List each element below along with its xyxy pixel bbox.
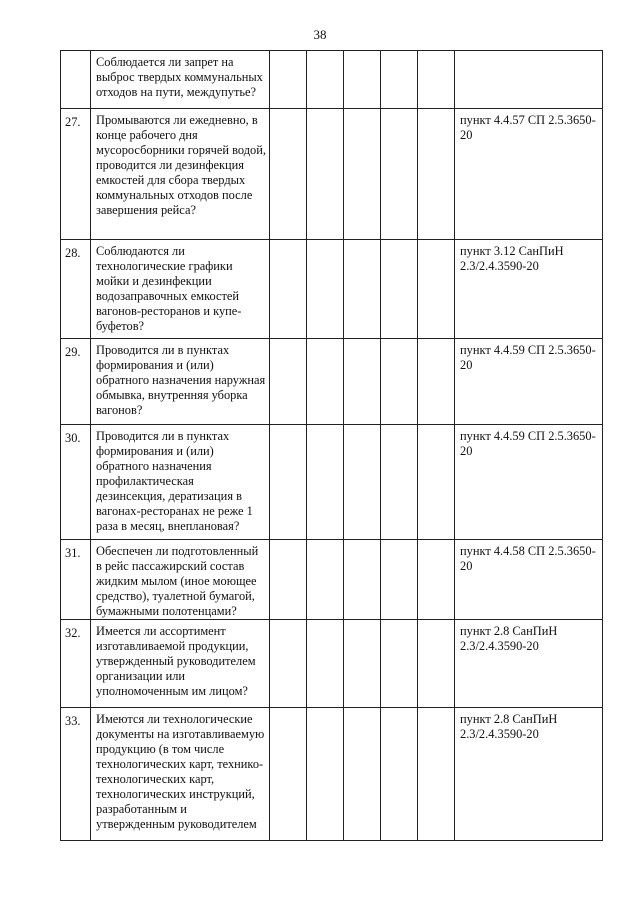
row-number — [61, 51, 91, 109]
table-row — [61, 540, 603, 620]
answer-cell-not-applicable — [344, 540, 381, 620]
answer-cell-extra — [381, 425, 418, 540]
answer-cell-extra — [381, 339, 418, 425]
answer-cell-not-applicable — [344, 240, 381, 339]
row-number: 31. — [61, 540, 91, 620]
answer-cell-extra — [381, 51, 418, 109]
requirement-question: Промываются ли ежедневно, в конце рабочего дня мусоросборники горячей водой, проводится ли дезинфекция емкостей для сбора твердых коммунальных отходов после завершения рейса? — [91, 109, 270, 240]
regulation-reference: пункт 4.4.59 СП 2.5.3650-20 — [455, 339, 603, 425]
answer-cell-notes — [418, 339, 455, 425]
answer-cell-not-applicable — [344, 339, 381, 425]
requirement-question: Имеется ли ассортимент изготавливаемой продукции, утвержденный руководителем организации или уполномоченным им лицом? — [91, 620, 270, 708]
answer-cell-no — [307, 540, 344, 620]
checklist-table — [60, 50, 603, 841]
requirement-question: Проводится ли в пунктах формирования и (или) обратного назначения наружная обмывка, внутренняя уборка вагонов? — [91, 339, 270, 425]
regulation-reference: пункт 4.4.58 СП 2.5.3650-20 — [455, 540, 603, 620]
table-row — [61, 109, 603, 240]
requirement-question: Проводится ли в пунктах формирования и (или) обратного назначения профилактическая дезинсекция, дератизация в вагонах-ресторанах не реже 1 раза в месяц, внеплановая? — [91, 425, 270, 540]
regulation-reference: пункт 4.4.59 СП 2.5.3650-20 — [455, 425, 603, 540]
answer-cell-no — [307, 240, 344, 339]
requirement-question: Имеются ли технологические документы на изготавливаемую продукцию (в том числе технологических карт, технико-технологических карт, технологических инструкций, разработанным и утвержденным руководителем — [91, 708, 270, 841]
table-row — [61, 51, 603, 109]
row-number: 27. — [61, 109, 91, 240]
regulation-reference: пункт 3.12 СанПиН 2.3/2.4.3590-20 — [455, 240, 603, 339]
answer-cell-notes — [418, 540, 455, 620]
answer-cell-extra — [381, 540, 418, 620]
page-number: 38 — [313, 27, 327, 42]
answer-cell-extra — [381, 708, 418, 841]
row-number: 29. — [61, 339, 91, 425]
regulation-reference — [455, 51, 603, 109]
row-number: 30. — [61, 425, 91, 540]
answer-cell-not-applicable — [344, 109, 381, 240]
answer-cell-not-applicable — [344, 425, 381, 540]
answer-cell-yes — [270, 240, 307, 339]
answer-cell-not-applicable — [344, 51, 381, 109]
table-row — [61, 620, 603, 708]
answer-cell-yes — [270, 425, 307, 540]
table-row — [61, 339, 603, 425]
answer-cell-yes — [270, 109, 307, 240]
row-number: 28. — [61, 240, 91, 339]
row-number: 33. — [61, 708, 91, 841]
answer-cell-extra — [381, 240, 418, 339]
requirement-question: Обеспечен ли подготовленный в рейс пассажирский состав жидким мылом (иное моющее средство), туалетной бумагой, бумажными полотенцами? — [91, 540, 270, 620]
answer-cell-notes — [418, 620, 455, 708]
answer-cell-no — [307, 620, 344, 708]
answer-cell-notes — [418, 240, 455, 339]
answer-cell-notes — [418, 708, 455, 841]
answer-cell-yes — [270, 708, 307, 841]
regulation-reference: пункт 2.8 СанПиН 2.3/2.4.3590-20 — [455, 708, 603, 841]
table-row — [61, 425, 603, 540]
answer-cell-notes — [418, 425, 455, 540]
table-row — [61, 240, 603, 339]
answer-cell-no — [307, 708, 344, 841]
answer-cell-extra — [381, 620, 418, 708]
answer-cell-yes — [270, 540, 307, 620]
answer-cell-no — [307, 425, 344, 540]
regulation-reference: пункт 2.8 СанПиН 2.3/2.4.3590-20 — [455, 620, 603, 708]
row-number: 32. — [61, 620, 91, 708]
regulation-reference: пункт 4.4.57 СП 2.5.3650-20 — [455, 109, 603, 240]
answer-cell-yes — [270, 339, 307, 425]
answer-cell-notes — [418, 51, 455, 109]
answer-cell-no — [307, 339, 344, 425]
answer-cell-extra — [381, 109, 418, 240]
requirement-question: Соблюдается ли запрет на выброс твердых коммунальных отходов на пути, междупутье? — [91, 51, 270, 109]
answer-cell-notes — [418, 109, 455, 240]
requirement-question: Соблюдаются ли технологические графики мойки и дезинфекции водозаправочных емкостей вагонов-ресторанов и купе-буфетов? — [91, 240, 270, 339]
answer-cell-yes — [270, 51, 307, 109]
answer-cell-no — [307, 109, 344, 240]
answer-cell-not-applicable — [344, 620, 381, 708]
answer-cell-no — [307, 51, 344, 109]
answer-cell-yes — [270, 620, 307, 708]
table-row — [61, 708, 603, 841]
answer-cell-not-applicable — [344, 708, 381, 841]
